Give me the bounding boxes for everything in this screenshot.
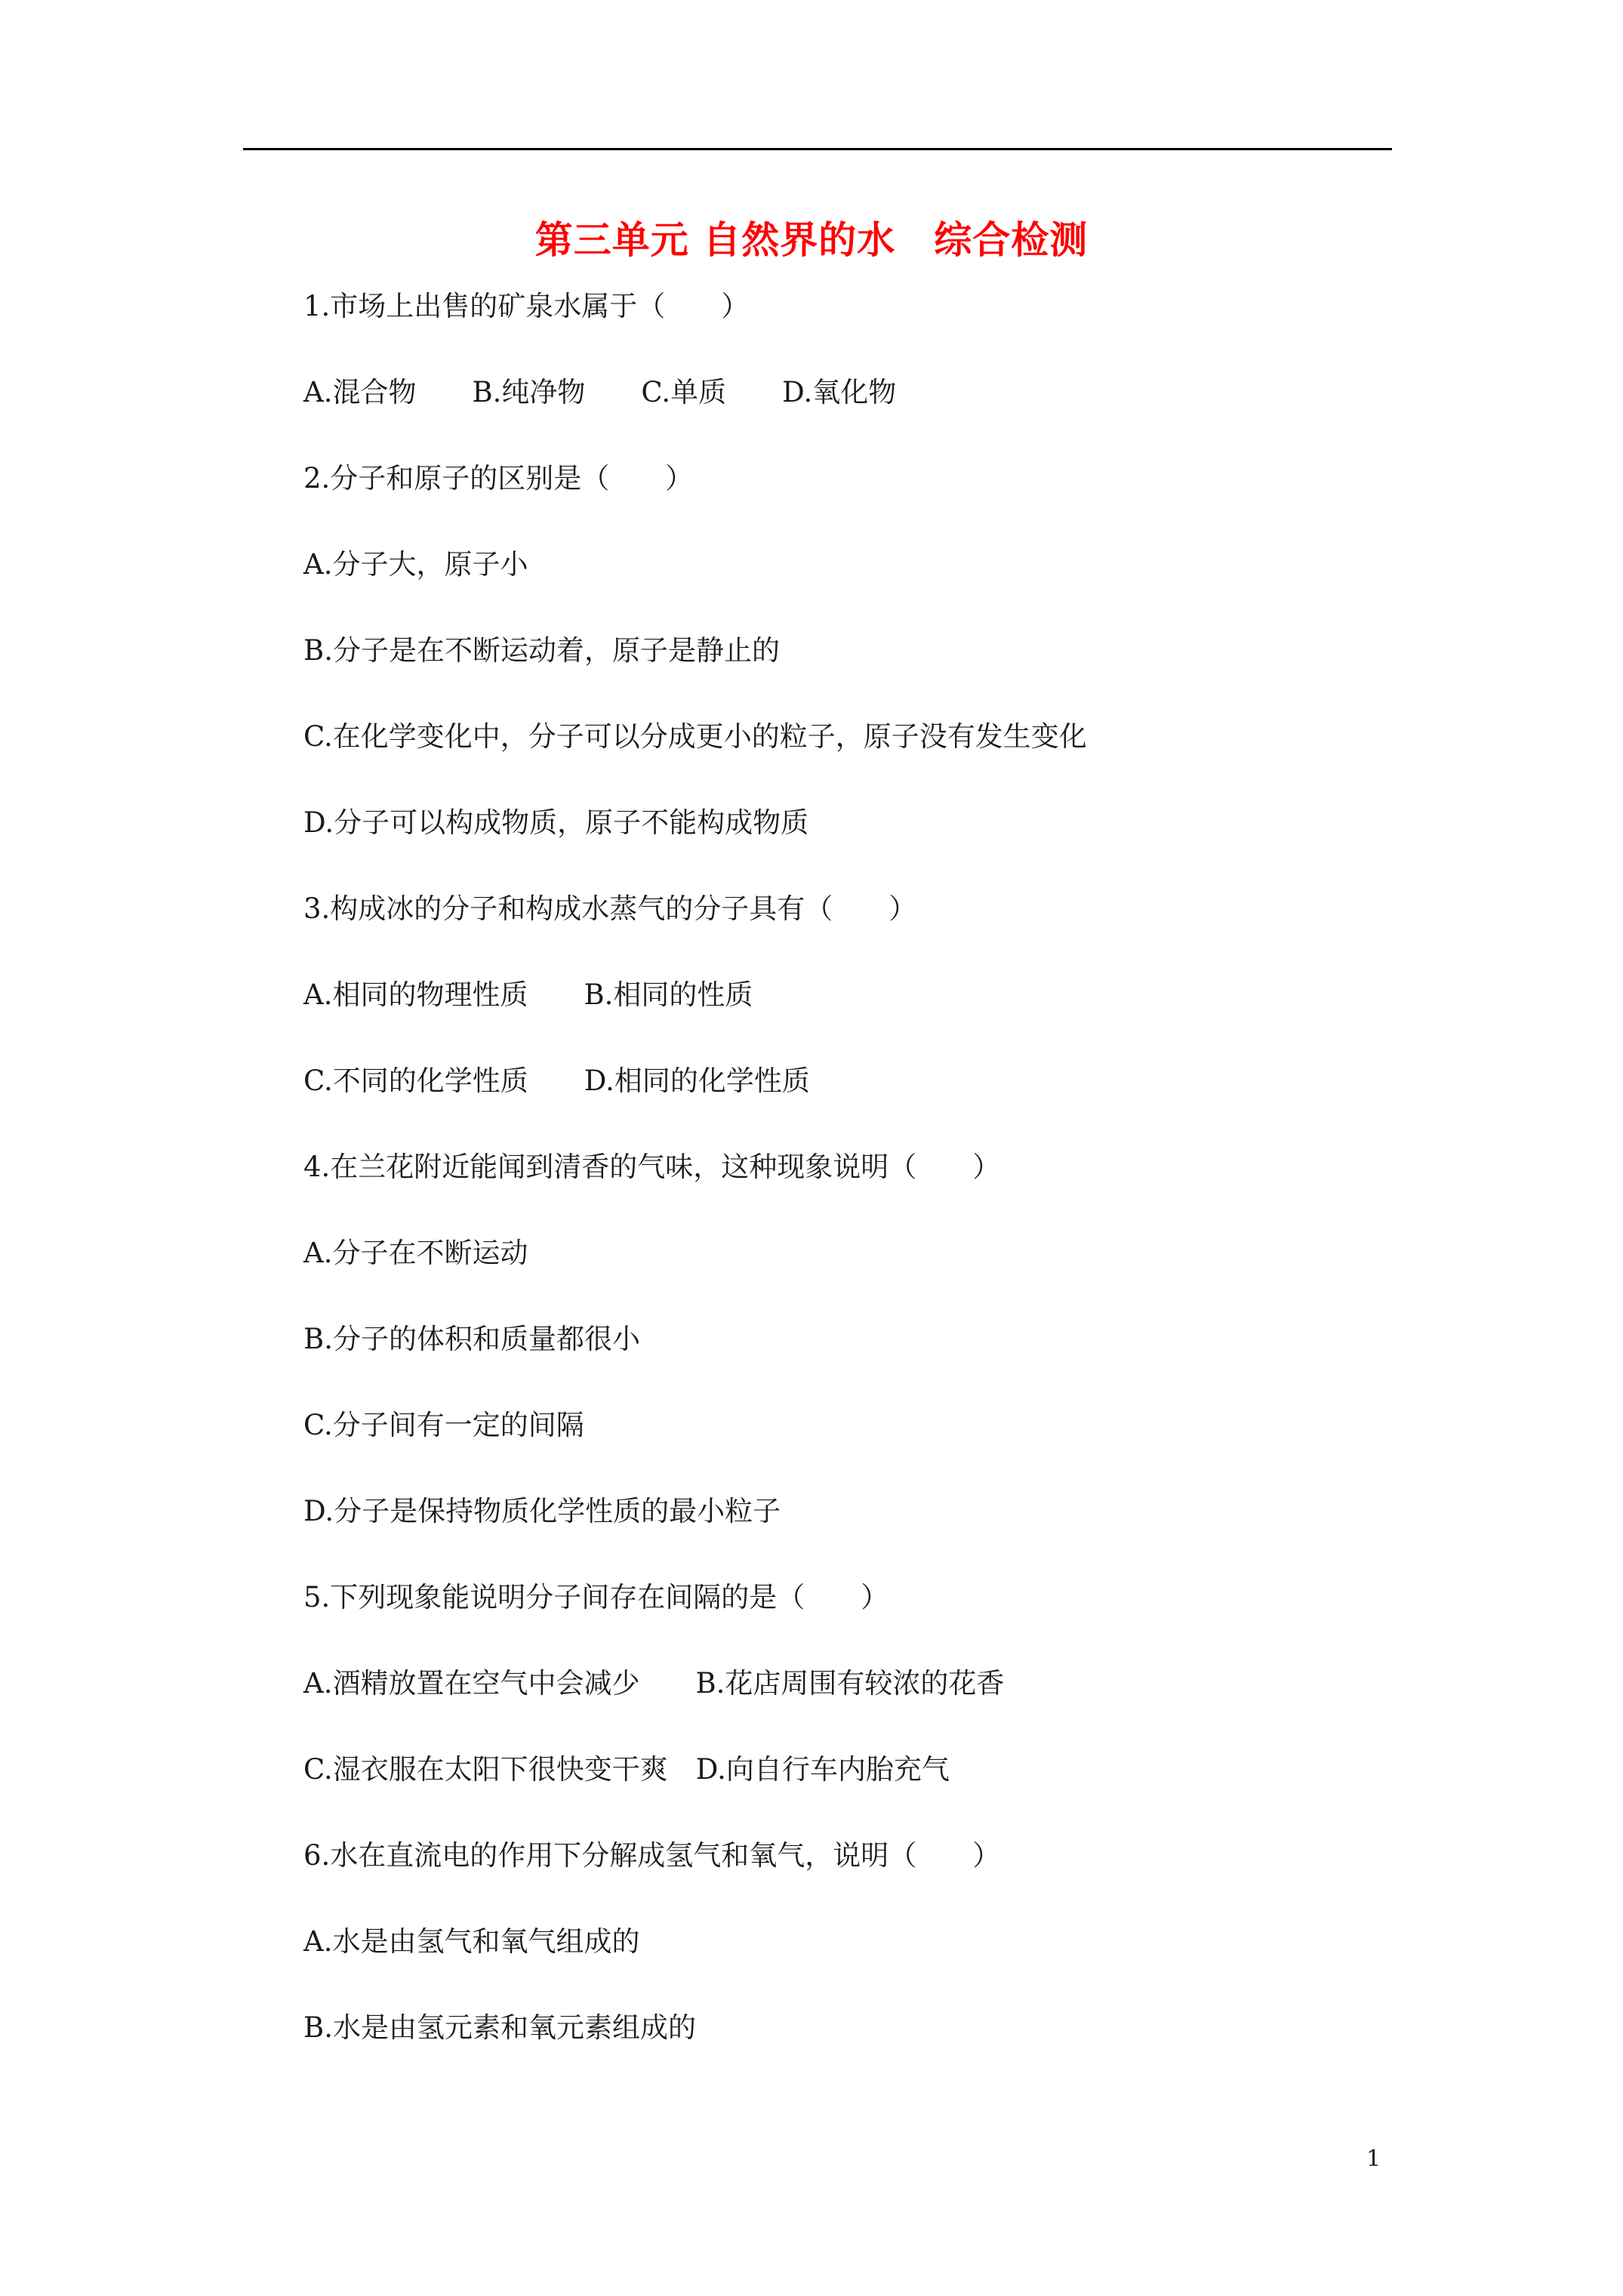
question-3: 3.构成冰的分子和构成水蒸气的分子具有（ ） (303, 892, 917, 925)
document-title: 第三单元 自然界的水 综合检测 (534, 217, 1089, 262)
question-6-option-a: A.水是由氢气和氧气组成的 (303, 1925, 640, 1958)
question-2-option-a: A.分子大，原子小 (303, 548, 528, 581)
page-number: 1 (1366, 2146, 1381, 2172)
question-6: 6.水在直流电的作用下分解成氢气和氧气，说明（ ） (303, 1839, 1001, 1872)
question-3-options-cd: C.不同的化学性质 D.相同的化学性质 (303, 1065, 810, 1097)
question-2-option-c: C.在化学变化中，分子可以分成更小的粒子，原子没有发生变化 (303, 720, 1087, 753)
question-2-option-d: D.分子可以构成物质，原子不能构成物质 (303, 806, 809, 839)
question-5: 5.下列现象能说明分子间存在间隔的是（ ） (303, 1581, 889, 1613)
question-5-options-ab: A.酒精放置在空气中会减少 B.花店周围有较浓的花香 (303, 1667, 1005, 1700)
question-4: 4.在兰花附近能闻到清香的气味，这种现象说明（ ） (303, 1151, 1001, 1183)
header-rule (243, 148, 1392, 150)
question-4-option-d: D.分子是保持物质化学性质的最小粒子 (303, 1495, 781, 1527)
question-4-option-a: A.分子在不断运动 (303, 1237, 528, 1269)
question-4-option-c: C.分子间有一定的间隔 (303, 1409, 584, 1441)
question-6-option-b: B.水是由氢元素和氧元素组成的 (303, 2011, 696, 2044)
question-2: 2.分子和原子的区别是（ ） (303, 462, 694, 495)
question-1-options: A.混合物 B.纯净物 C.单质 D.氧化物 (303, 376, 897, 408)
question-4-option-b: B.分子的体积和质量都很小 (303, 1323, 640, 1355)
question-1: 1.市场上出售的矿泉水属于（ ） (303, 290, 750, 322)
question-2-option-b: B.分子是在不断运动着，原子是静止的 (303, 634, 780, 667)
question-3-options-ab: A.相同的物理性质 B.相同的性质 (303, 978, 753, 1011)
question-5-options-cd: C.湿衣服在太阳下很快变干爽 D.向自行车内胎充气 (303, 1753, 950, 1786)
